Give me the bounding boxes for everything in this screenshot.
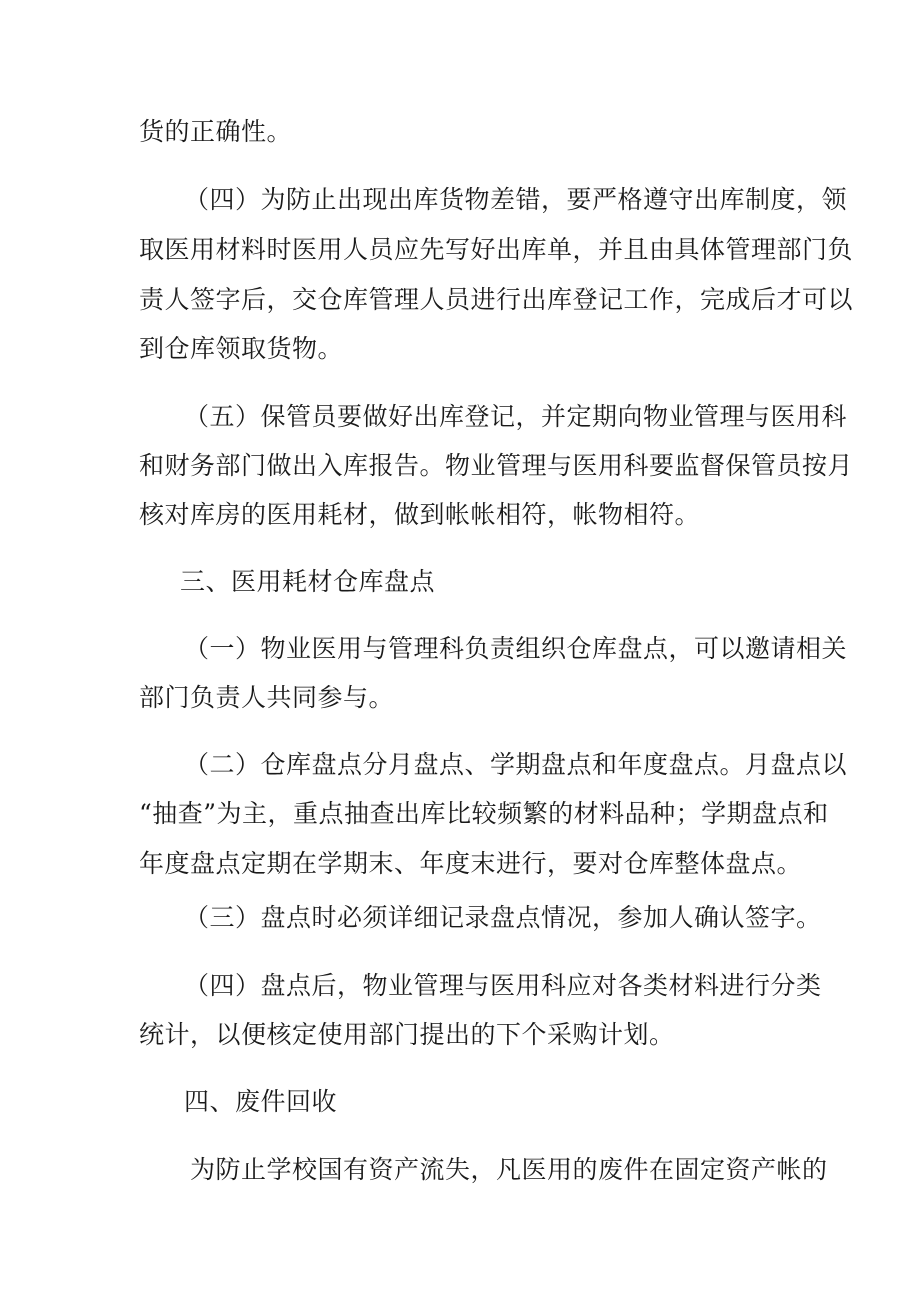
- paragraph-line: （二）仓库盘点分月盘点、学期盘点和年度盘点。月盘点以: [184, 750, 848, 779]
- paragraph-line: （一）物业医用与管理科负责组织仓库盘点，可以邀请相关: [184, 634, 848, 663]
- paragraph-line: （四）盘点后，物业管理与医用科应对各类材料进行分类: [184, 971, 822, 1000]
- paragraph-line: （三）盘点时必须详细记录盘点情况，参加人确认签字。: [184, 903, 822, 932]
- paragraph-line: （五）保管员要做好出库登记，并定期向物业管理与医用科: [184, 402, 848, 431]
- paragraph-line: 核对库房的医用耗材，做到帐帐相符，帐物相符。: [139, 500, 701, 529]
- paragraph-line: 货的正确性。: [139, 117, 293, 146]
- section-heading: 四、废件回收: [184, 1087, 338, 1116]
- paragraph-line: 统计，以便核定使用部门提出的下个采购计划。: [139, 1020, 675, 1049]
- paragraph-line: “抽查”为主，重点抽查出库比较频繁的材料品种；学期盘点和: [139, 799, 829, 828]
- paragraph-line: 取医用材料时医用人员应先写好出库单，并且由具体管理部门负: [139, 235, 854, 264]
- paragraph-line: 到仓库领取货物。: [139, 334, 344, 363]
- section-heading: 三、医用耗材仓库盘点: [180, 567, 436, 596]
- paragraph-line: （四）为防止出现出库货物差错，要严格遵守出库制度，领: [184, 185, 848, 214]
- paragraph-line: 为防止学校国有资产流失，凡医用的废件在固定资产帐的: [190, 1155, 828, 1184]
- paragraph-line: 和财务部门做出入库报告。物业管理与医用科要监督保管员按月: [139, 451, 854, 480]
- paragraph-line: 责人签字后，交仓库管理人员进行出库登记工作，完成后才可以: [139, 285, 854, 314]
- paragraph-line: 年度盘点定期在学期末、年度末进行，要对仓库整体盘点。: [139, 849, 803, 878]
- paragraph-line: 部门负责人共同参与。: [139, 683, 395, 712]
